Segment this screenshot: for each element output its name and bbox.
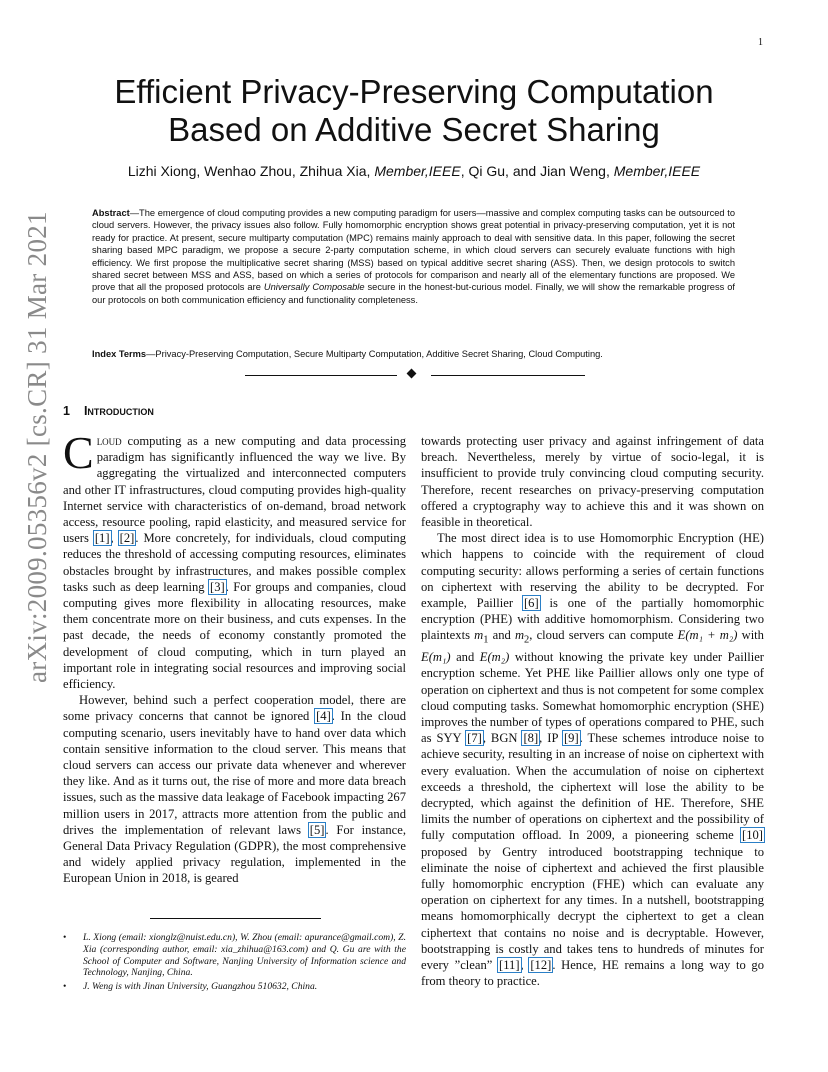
citation-link[interactable]: [4]: [316, 709, 331, 724]
paragraph-text: However, behind such a perfect cooperation model, there are some privacy concerns that cannot be ignored: [63, 693, 406, 724]
paragraph-text: . In the cloud computing scenario, users inevitably have to hand over data which contain sensitive information to the cloud server. This means that cloud servers can access our private data whenever and wherever they like. And as it turns out, the rise of more and more data breach issues, such as the massive data leakage of Facebook impacting 267 million users in 2017, attracts more attention from the public and drives the implementation of relevant laws: [63, 709, 407, 837]
index-terms-label: Index Terms: [92, 349, 147, 359]
author-list: [60, 163, 768, 179]
title-line-2: Based on Additive Secret Sharing: [168, 111, 660, 148]
math-subscript: 2: [524, 634, 530, 646]
bullet-icon: •: [63, 981, 67, 993]
paragraph-text: . More concretely, for individuals, cloud computing reduces the threshold of accessing computing resources, eliminates obstacles brought by infrastructures, and makes possible complex tasks such as deep learning: [63, 531, 407, 594]
math-expression: E(m₁): [421, 650, 451, 665]
citation-link[interactable]: [1]: [94, 531, 110, 546]
paragraph: [63, 427, 407, 692]
paragraph-text: , IP: [539, 731, 563, 746]
math-expression: E(m₂): [479, 650, 510, 665]
paragraph-text: computing as a new computing and data processing paradigm has significantly influenced the way we live. By aggregating the virtualized and interconnected computers and other IT infrastructures, cloud computing provides high-quality Internet service with characteristics of on-demand, broad network access, resource pooling, rapid elasticity, and measured service for users: [63, 434, 406, 546]
divider-line-left: [245, 375, 397, 376]
diamond-ornament-icon: [407, 369, 417, 379]
paragraph-text: . These schemes introduce noise to achieve security, resulting in an increase of noise on ciphertext with every evaluation. When the accumulation of noise on ciphertext exceeds a threshold, the ciphertext will lose the ability to be decrypted, which against the definition of HE. Therefore, SHE limits the number of operations on ciphertext and the possibility of fully computation offload. In 2009, a pioneering scheme: [421, 731, 764, 843]
paragraph-text: without knowing the private key under Paillier encryption scheme. Yet PHE like Paillier allows only one type of operation on ciphertext and thus is not competent for some complex cloud computing tasks. Somewhat homomorphic encryption (SHE) improves the number of types of operations compared to PHE, such as SYY: [421, 650, 764, 746]
citation-link[interactable]: [7]: [467, 731, 482, 746]
paragraph: [63, 692, 406, 886]
paragraph: towards protecting user privacy and against infringement of data breach. Nevertheless, merely by virtue of socio-legal, it is insufficient to provide truly convincing cloud computing security. Therefore, recent researches on privacy-preserving computation offered a cryptography way to achieve this and it was shown on feasible in theoretical.: [421, 434, 764, 530]
bullet-icon: •: [63, 932, 67, 943]
math-variable: m: [474, 628, 484, 643]
paragraph: [421, 530, 764, 989]
paragraph-text: with: [737, 628, 764, 643]
index-terms: [92, 348, 735, 360]
paragraph-text: ,: [110, 531, 119, 546]
math-expression: E(m₁ + m₂): [677, 628, 738, 643]
right-column: [421, 433, 764, 989]
footnote-item: [63, 932, 406, 979]
footnote-rule: [150, 918, 321, 919]
section-title: Introduction: [83, 404, 154, 418]
footnote-text: L. Xiong (email: xionglz@nuist.edu.cn), W. Zhou (email: apurance@gmail.com), Z. Xia (corresponding author, email: xia_zhihua@163.com) and Q. Gu are with the School of Computer and Software, Nanjing University of Information science and Technology, Nanjing, China.: [83, 932, 406, 979]
abstract-label: Abstract: [92, 208, 130, 218]
footnotes: [63, 932, 406, 995]
page-number: 1: [758, 37, 763, 48]
paragraph-text: ,: [520, 958, 530, 973]
citation-link[interactable]: [3]: [210, 579, 225, 594]
title-line-1: Efficient Privacy-Preserving Computation: [114, 73, 714, 110]
citation-link[interactable]: [2]: [119, 531, 135, 546]
citation-link[interactable]: [6]: [523, 596, 539, 611]
footnote-item: [63, 981, 406, 993]
section-heading: [63, 404, 154, 418]
citation-link[interactable]: [12]: [530, 958, 552, 973]
section-divider: [245, 375, 585, 376]
paragraph-text: . Hence, HE remains a long way to go from theory to practice.: [421, 958, 764, 989]
index-terms-text: —Privacy-Preserving Computation, Secure Multiparty Computation, Additive Secret Sharing, Cloud Computing.: [146, 349, 603, 359]
citation-link[interactable]: [5]: [309, 822, 325, 837]
math-subscript: 1: [483, 634, 489, 646]
left-column: [63, 427, 407, 887]
abstract-text-b: secure in the honest-but-curious model. Finally, we will show the remarkable progress of our protocols on both communication efficiency and functionality completeness.: [92, 282, 736, 305]
paragraph-text: and: [450, 650, 480, 665]
author-membership-a: Member,IEEE: [374, 163, 461, 179]
citation-link[interactable]: [8]: [523, 731, 539, 746]
drop-cap: C: [63, 427, 94, 478]
citation-link[interactable]: [11]: [499, 958, 520, 973]
paragraph-text: . For instance, General Data Privacy Regulation (GDPR), the most comprehensive and widely applied privacy regulation, implemented in the European Union in 2018, is geared: [63, 822, 406, 886]
citation-link[interactable]: [10]: [742, 828, 763, 843]
citation-link[interactable]: [9]: [563, 731, 579, 746]
paper-title: [60, 73, 768, 149]
paragraph-text: and: [488, 628, 515, 643]
divider-line-right: [431, 375, 585, 376]
footnote-text: J. Weng is with Jinan University, Guangzhou 510632, China.: [83, 981, 318, 993]
paragraph-text: , BGN: [482, 731, 523, 746]
paragraph-text: , cloud servers can compute: [529, 628, 678, 643]
arxiv-identifier-stamp: arXiv:2009.05356v2 [cs.CR] 31 Mar 2021: [22, 211, 52, 683]
paragraph-text: is one of the partially homomorphic encryption (PHE) with additive homomorphism. Considering two plaintexts: [421, 596, 765, 643]
lead-in-smallcaps: loud: [96, 434, 122, 448]
abstract-text-a: —The emergence of cloud computing provides a new computing paradigm for users—massive and complex computing tasks can be outsourced to cloud servers. However, the privacy issues also follow. Fully homomorphic encryption shows great potential in privacy-preserving computation, yet it is not ready for practice. At present, secure multiparty computation (MPC) remains mainly approach to deal with sensitive data. In this paper, following the secret sharing based MPC paradigm, we propose a secure 2-party computation scheme, in which cloud servers can securely evaluate functions with high efficiency. We first propose the multiplicative secret sharing (MSS) based on typical additive secret sharing (ASS). Then, we design protocols to switch shared secret between MSS and ASS, based on which a series of protocols for comparison and nearly all of the elementary functions are proposed. We prove that all the proposed protocols are: [92, 208, 735, 293]
abstract-emphasis: Universally Composable: [263, 282, 365, 293]
math-variable: m: [514, 628, 525, 643]
author-names-a: Lizhi Xiong, Wenhao Zhou, Zhihua Xia,: [127, 163, 375, 179]
abstract: [92, 207, 735, 306]
author-membership-b: Member,IEEE: [613, 163, 701, 179]
paragraph-text: The most direct idea is to use Homomorphic Encryption (HE) which happens to coincide with the requirement of cloud computing security: allows performing a series of certain functions on ciphertext with reserving the ability to be decrypted. For example, Paillier: [421, 531, 764, 611]
paragraph-text: . For groups and companies, cloud computing gives more flexibility in allocating resources, make them concentrate more on their business, and cuts expenses. In the past decade, the needs of economy constantly promoted the development of cloud computing, which in turn played an important role in integrating social resources and improving social efficiency.: [63, 579, 406, 692]
section-number: 1: [63, 404, 70, 418]
paragraph-text: proposed by Gentry introduced bootstrapping technique to eliminate the noise of ciphertext and achieved the first plausible fully homomorphic encryption (FHE) which can evaluate any operation on ciphertext for any times. In a nutshell, bootstrapping means homomorphically decrypt the ciphertext to get a clean ciphertext that contains no noise and is decryptable. However, bootstrapping is costly and takes tens to hundreds of minutes for every ”clean”: [421, 844, 764, 973]
author-names-b: , Qi Gu, and Jian Weng,: [460, 163, 614, 179]
